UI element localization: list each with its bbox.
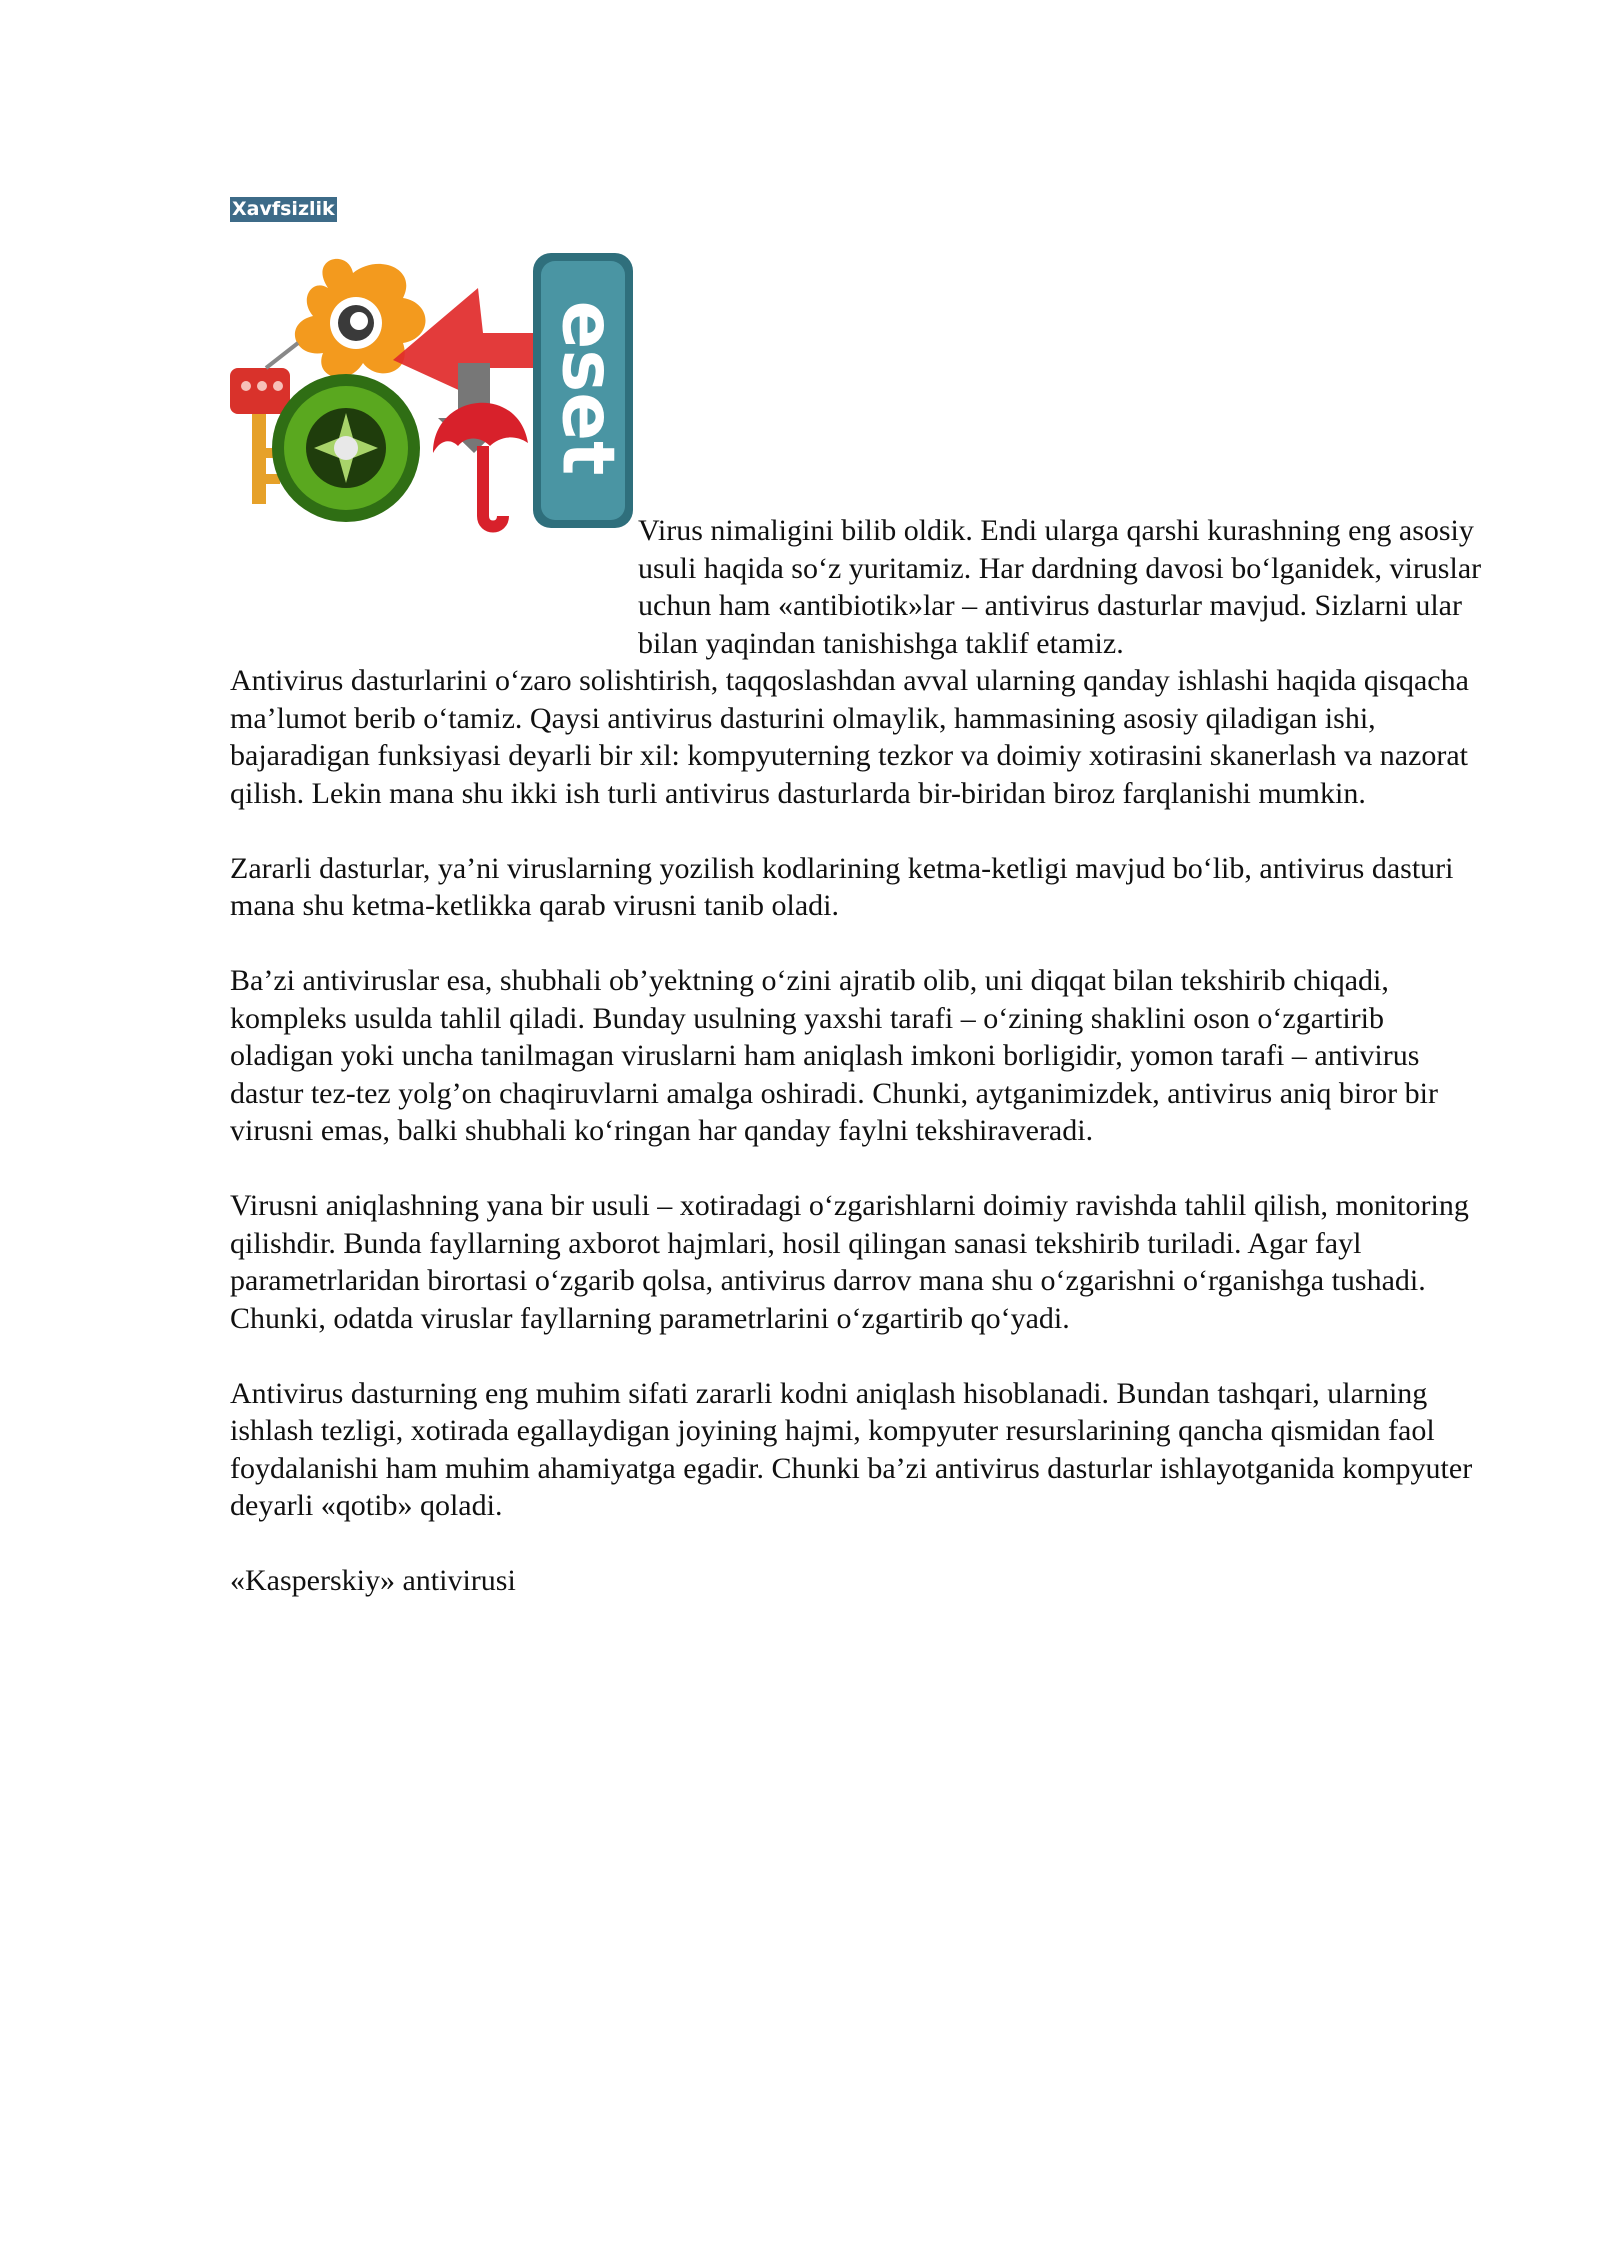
- umbrella-icon: [433, 403, 528, 527]
- eset-icon: [533, 253, 633, 528]
- paragraph-gap: [230, 1150, 1490, 1188]
- drweb-icon: [272, 374, 420, 522]
- paragraph-heuristic-method: Ba’zi antiviruslar esa, shubhali ob’yektning o‘zini ajratib olib, uni diqqat bilan tekshirib chiqadi, kompleks usulda tahlil qiladi. Bunday usulning yaxshi tarafi – o‘zining shaklini oson o‘zgartirib oladigan yoki uncha tanilmagan viruslarni ham aniqlash imkoni borligidir, yomon tarafi – antivirus dastur tez-tez yolg’on chaqiruvlarni amalga oshiradi. Chunki, aytganimizdek, antivirus aniq biror bir virusni emas, balki shubhali ko‘ringan har qanday faylni tekshiraveradi.: [230, 964, 1438, 1147]
- paragraph-gap: [230, 925, 1490, 963]
- paragraph-gap: [230, 812, 1490, 850]
- article-body: [230, 512, 1490, 1600]
- paragraph-intro: Virus nimaligini bilib oldik. Endi ularga qarshi kurashning eng asosiy usuli haqida so‘z yuritamiz. Har dardning davosi bo‘lganidek, viruslar uchun ham «antibiotik»lar – antivirus dasturlar mavjud. Sizlarni ular bilan yaqindan tanishishga taklif etamiz.: [638, 514, 1482, 660]
- paragraph-gap: [230, 1337, 1490, 1375]
- antivirus-logos-image: [228, 248, 638, 538]
- paragraph-comparison: Antivirus dasturlarini o‘zaro solishtirish, taqqoslashdan avval ularning qanday ishlashi haqida qisqacha ma’lumot berib o‘tamiz. Qaysi antivirus dasturini olmaylik, hammasining asosiy qiladigan ishi, bajaradigan funksiyasi deyarli bir xil: kompyuterning tezkor va doimiy xotirasini skanerlash va nazorat qilish. Lekin mana shu ikki ish turli antivirus dasturlarda bir-biridan biroz farqlanishi mumkin.: [230, 664, 1469, 810]
- paragraph-quality: Antivirus dasturning eng muhim sifati zararli kodni aniqlash hisoblanadi. Bundan tashqari, ularning ishlash tezligi, xotirada egallaydigan joyining hajmi, kompyuter resurslarining qancha qismidan faol foydalanishi ham muhim ahamiyatga egadir. Chunki ba’zi antivirus dasturlar ishlayotganida kompyuter deyarli «qotib» qoladi.: [230, 1376, 1473, 1522]
- category-tag[interactable]: Xavfsizlik: [232, 198, 335, 220]
- svg-text:eset: eset: [546, 300, 631, 476]
- paragraph-monitoring-method: Virusni aniqlashning yana bir usuli – xotiradagi o‘zgarishlarni doimiy ravishda tahlil qilish, monitoring qilishdir. Bunda fayllarning axborot hajmlari, hosil qilingan sanasi tekshirib turiladi. Agar fayl parametrlaridan birortasi o‘zgarib qolsa, antivirus darrov mana shu o‘zgarishni o‘rganishga tushadi. Chunki, odatda viruslar fayllarning parametrlarini o‘zgartirib qo‘yadi.: [230, 1189, 1469, 1335]
- paragraph-signature-method: Zararli dasturlar, ya’ni viruslarning yozilish kodlarining ketma-ketligi mavjud bo‘lib, antivirus dasturi mana shu ketma-ketlikka qarab virusni tanib oladi.: [230, 851, 1454, 922]
- section-heading-kaspersky: «Kasperskiy» antivirusi: [230, 1564, 516, 1597]
- paragraph-gap: [230, 1525, 1490, 1563]
